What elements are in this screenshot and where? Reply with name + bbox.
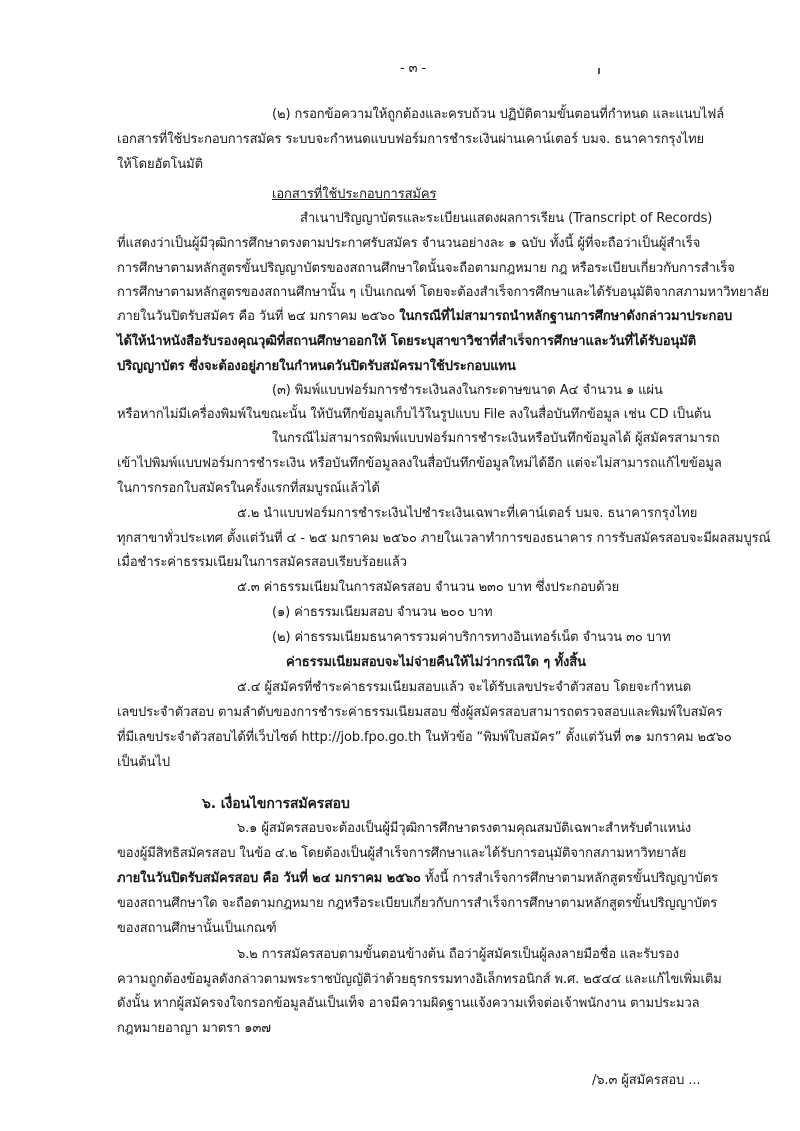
paragraph-line: ที่แสดงว่าเป็นผู้มีวุฒิการศึกษาตรงตามประกาศรับสมัคร จำนวนอย่างละ ๑ ฉบับ ทั้งนี้ ผู้ที่จะถือว่าเป็นผู้สำเร็จ: [117, 236, 701, 251]
section-6-1-line: ของสถานศึกษานั้นเป็นเกณฑ์: [117, 921, 277, 936]
bold-notice: ได้ให้นำหนังสือรับรองคุณวุฒิที่สถานศึกษาออกให้ โดยระบุสาขาวิชาที่สำเร็จการศึกษาและวันที่ได้รับอนุมัติ: [117, 334, 697, 349]
section-5-4-line: เลขประจำตัวสอบ ตามลำดับของการชำระค่าธรรมเนียมสอบ ซึ่งผู้สมัครสอบสามารถตรวจสอบและพิมพ์ใบสมัคร: [117, 705, 723, 720]
section-5-4-line: เป็นต้นไป: [117, 755, 171, 770]
paragraph-line: การศึกษาตามหลักสูตรของสถานศึกษานั้น ๆ เป็นเกณฑ์ โดยจะต้องสำเร็จการศึกษาและได้รับอนุมัติจากสภามหาวิทยาลัย: [117, 285, 769, 300]
section-5-4-line: ที่มีเลขประจำตัวสอบได้ที่เว็บไซต์ http://job.fpo.go.th ในหัวข้อ “พิมพ์ใบสมัคร” ตั้งแต่วันที่ ๓๑ มกราคม ๒๕๖๐: [117, 730, 732, 745]
page-number: - ๓ -: [400, 61, 427, 76]
section-5-2-line: เมื่อชำระค่าธรรมเนียมในการสมัครสอบเรียบร้อยแล้ว: [117, 555, 408, 570]
paragraph-line: ให้โดยอัตโนมัติ: [117, 157, 203, 172]
section-5-4-line: ๕.๔ ผู้สมัครที่ชำระค่าธรรมเนียมสอบแล้ว จะได้รับเลขประจำตัวสอบ โดยจะกำหนด: [237, 680, 692, 695]
section-6-2-line: ดังนั้น หากผู้สมัครจงใจกรอกข้อมูลอันเป็นเท็จ อาจมีความผิดฐานแจ้งความเท็จต่อเจ้าพนักงาน ตามประมวล: [117, 996, 700, 1011]
section-5-2-line: ทุกสาขาทั่วประเทศ ตั้งแต่วันที่ ๔ - ๒๕ มกราคม ๒๕๖๐ ภายในเวลาทำการของธนาคาร การรับสมัครสอบจะมีผลสมบูรณ์: [117, 531, 771, 546]
section-5-3-line: ๕.๓ ค่าธรรมเนียมในการสมัครสอบ จำนวน ๒๓๐ บาท ซึ่งประกอบด้วย: [237, 580, 620, 595]
section-6-2-line: ความถูกต้องข้อมูลดังกล่าวตามพระราชบัญญัติว่าด้วยธุรกรรมทางอิเล็กทรอนิกส์ พ.ศ. ๒๕๔๔ และแก้ไขเพิ่มเติม: [117, 972, 722, 987]
paragraph-line: (๓) พิมพ์แบบฟอร์มการชำระเงินลงในกระดาษขนาด A๔ จำนวน ๑ แผ่น: [272, 383, 663, 398]
paragraph-line: เอกสารที่ใช้ประกอบการสมัคร ระบบจะกำหนดแบบฟอร์มการชำระเงินผ่านเคาน์เตอร์ บมจ. ธนาคารกรุงไทย: [117, 132, 705, 147]
documents-heading: เอกสารที่ใช้ประกอบการสมัคร: [272, 187, 437, 202]
non-refund-notice: ค่าธรรมเนียมสอบจะไม่จ่ายคืนให้ไม่ว่ากรณีใด ๆ ทั้งสิ้น: [286, 655, 586, 670]
section-6-1-line: [117, 870, 718, 888]
bold-notice: ในกรณีที่ไม่สามารถนำหลักฐานการศึกษาดังกล่าวมาประกอบ: [399, 309, 733, 324]
paragraph-line: ในการกรอกใบสมัครในครั้งแรกที่สมบูรณ์แล้วได้: [117, 481, 380, 496]
section-6-1-line: ของผู้มีสิทธิสมัครสอบ ในข้อ ๔.๒ โดยต้องเป็นผู้สำเร็จการศึกษาและได้รับการอนุมัติจากสภามหาวิทยาลัย: [117, 846, 687, 861]
paragraph-line: การศึกษาตามหลักสูตรขั้นปริญญาบัตรของสถานศึกษาใดนั้นจะถือตามกฎหมาย กฎ หรือระเบียบเกี่ยวกับการสำเร็จ: [117, 261, 735, 276]
paragraph-text: ทั้งนี้ การสำเร็จการศึกษาตามหลักสูตรขั้นปริญญาบัตร: [420, 871, 718, 886]
fee-item: (๒) ค่าธรรมเนียมธนาคารรวมค่าบริการทางอินเทอร์เน็ต จำนวน ๓๐ บาท: [272, 630, 671, 645]
paragraph-line: เข้าไปพิมพ์แบบฟอร์มการชำระเงิน หรือบันทึกข้อมูลลงในสื่อบันทึกข้อมูลใหม่ได้อีก แต่จะไม่สามารถแก้ไขข้อมูล: [117, 456, 722, 471]
paragraph-line: [117, 308, 732, 326]
scan-mark: [598, 68, 600, 74]
fee-item: (๑) ค่าธรรมเนียมสอบ จำนวน ๒๐๐ บาท: [272, 605, 493, 620]
paragraph-line: ในกรณีไม่สามารถพิมพ์แบบฟอร์มการชำระเงินหรือบันทึกข้อมูลได้ ผู้สมัครสามารถ: [272, 431, 720, 446]
section-6-2-line: ๖.๒ การสมัครสอบตามขั้นตอนข้างต้น ถือว่าผู้สมัครเป็นผู้ลงลายมือชื่อ และรับรอง: [237, 947, 680, 962]
bold-deadline: ภายในวันปิดรับสมัครสอบ คือ วันที่ ๒๔ มกราคม ๒๕๖๐: [117, 871, 421, 886]
deadline-text: ภายในวันปิดรับสมัคร คือ วันที่ ๒๔ มกราคม ๒๕๖๐: [117, 309, 400, 324]
bold-notice: ปริญญาบัตร ซึ่งจะต้องอยู่ภายในกำหนดวันปิดรับสมัครมาใช้ประกอบแทน: [117, 359, 516, 374]
section-6-2-line: กฎหมายอาญา มาตรา ๑๓๗: [117, 1021, 271, 1036]
paragraph-line: (๒) กรอกข้อความให้ถูกต้องและครบถ้วน ปฏิบัติตามขั้นตอนที่กำหนด และแนบไฟล์: [272, 107, 725, 122]
section-6-1-line: ๖.๑ ผู้สมัครสอบจะต้องเป็นผู้มีวุฒิการศึกษาตรงตามคุณสมบัติเฉพาะสำหรับตำแหน่ง: [237, 821, 692, 836]
paragraph-line: สำเนาปริญญาบัตรและระเบียนแสดงผลการเรียน (Transcript of Records): [300, 211, 713, 226]
section-6-1-line: ของสถานศึกษาใด จะถือตามกฎหมาย กฎหรือระเบียบเกี่ยวกับการสำเร็จการศึกษาตามหลักสูตรขั้นปริญญาบัตร: [117, 896, 718, 911]
section-6-heading: ๖. เงื่อนไขการสมัครสอบ: [202, 796, 350, 812]
paragraph-line: หรือหากไม่มีเครื่องพิมพ์ในขณะนั้น ให้บันทึกข้อมูลเก็บไว้ในรูปแบบ File ลงในสื่อบันทึกข้อมูล เช่น CD เป็นต้น: [117, 407, 711, 422]
section-5-2-line: ๕.๒ นำแบบฟอร์มการชำระเงินไปชำระเงินเฉพาะที่เคาน์เตอร์ บมจ. ธนาคารกรุงไทย: [237, 506, 698, 521]
continued-marker: /๖.๓ ผู้สมัครสอบ ...: [592, 1073, 701, 1088]
